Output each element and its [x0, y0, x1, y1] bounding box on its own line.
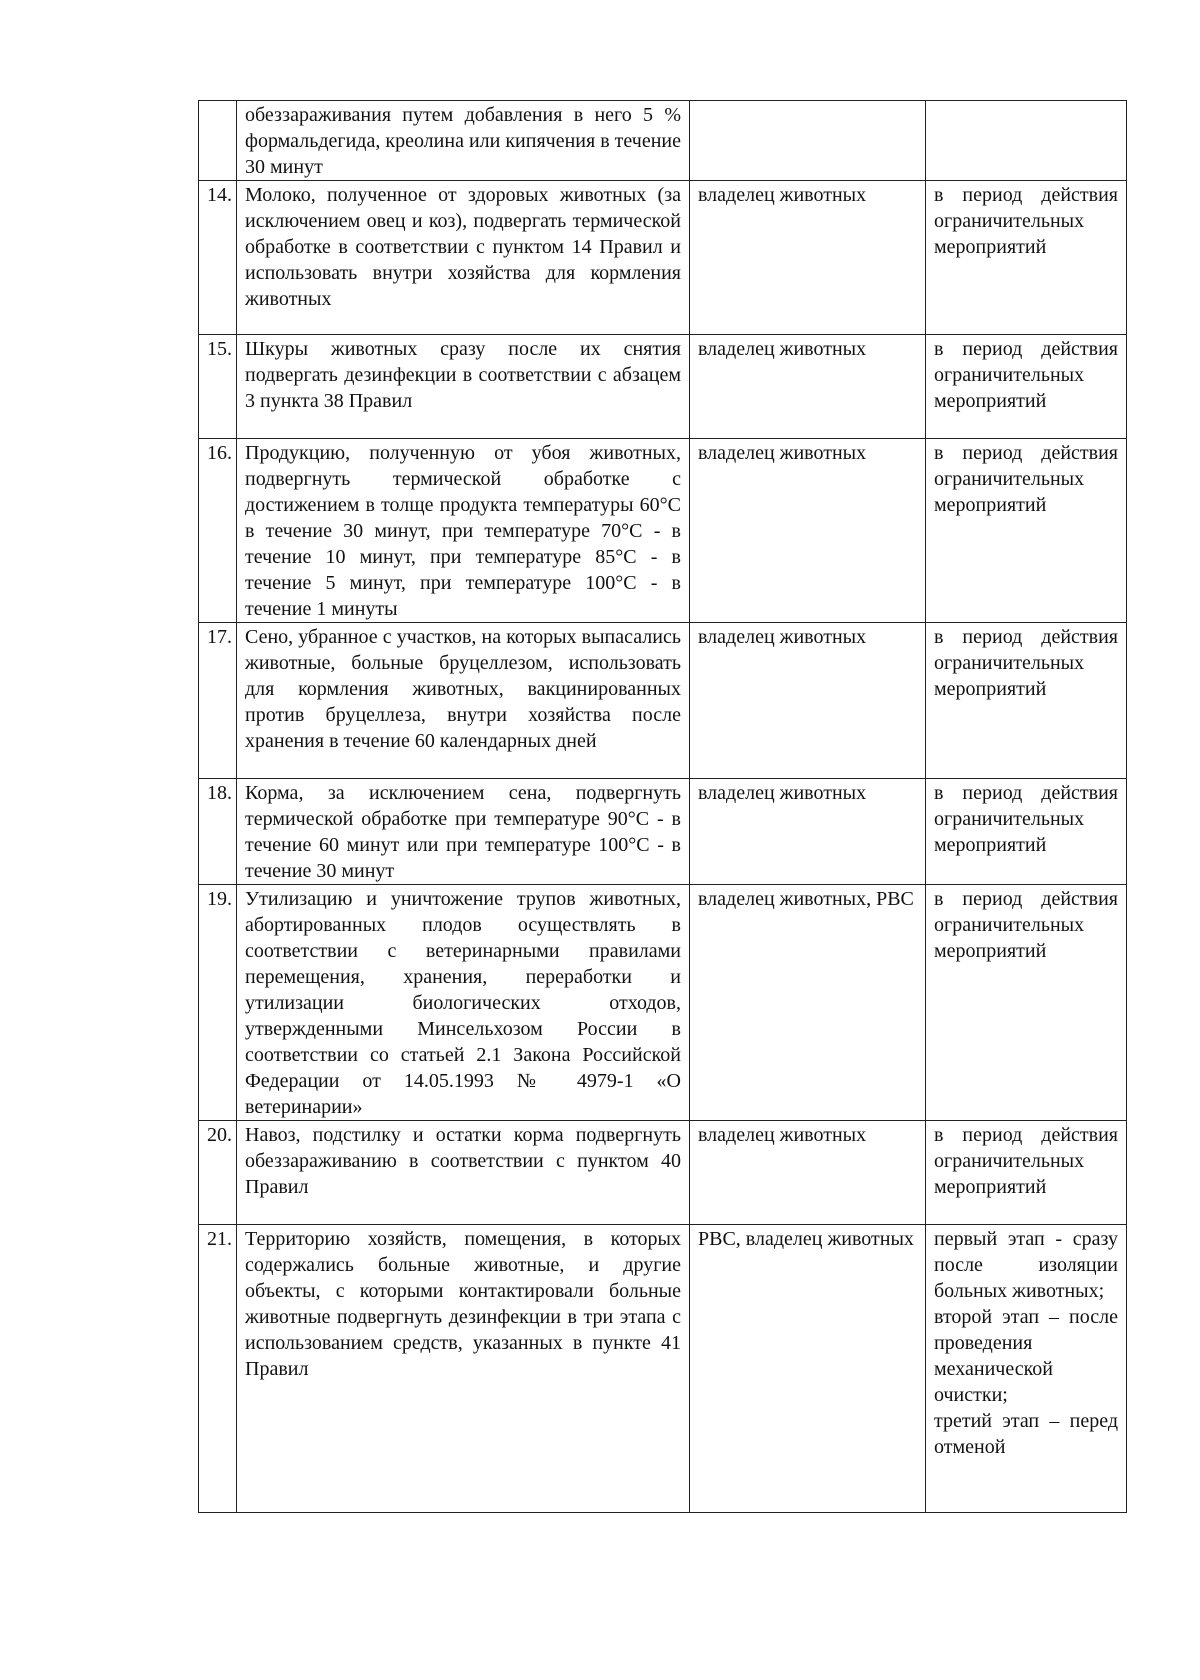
responsible-cell: владелец животных [690, 1121, 926, 1225]
measure-text: Навоз, подстилку и остатки корма подвергнуть обеззараживанию в соответствии с пунктом 40 Правил [237, 1121, 690, 1225]
stage-three-text: третий этап – перед отменой [934, 1410, 1118, 1458]
term-cell: в период действия ограничительных мероприятий [926, 335, 1127, 439]
table-row [199, 779, 1127, 885]
row-number: 21. [199, 1225, 237, 1513]
responsible-cell: владелец животных, РВС [690, 885, 926, 1121]
responsible-cell: владелец животных [690, 439, 926, 623]
table-row [199, 181, 1127, 335]
measure-text: Сено, убранное с участков, на которых выпасались животные, больные бруцеллезом, использовать для кормления животных, вакцинированных против бруцеллеза, внутри хозяйства после хранения в течение 60 календарных дней [237, 623, 690, 779]
term-cell [926, 1225, 1127, 1513]
stage-one-text: первый этап - сразу после изоляции больных животных; [934, 1228, 1118, 1302]
table-row [199, 1225, 1127, 1513]
row-number: 15. [199, 335, 237, 439]
row-number [199, 101, 237, 181]
measure-text: Шкуры животных сразу после их снятия подвергать дезинфекции в соответствии с абзацем 3 пункта 38 Правил [237, 335, 690, 439]
row-number: 17. [199, 623, 237, 779]
term-cell: в период действия ограничительных мероприятий [926, 1121, 1127, 1225]
term-cell: в период действия ограничительных мероприятий [926, 181, 1127, 335]
measure-text: Продукцию, полученную от убоя животных, подвергнуть термической обработке с достижением в толще продукта температуры 60°С в течение 30 минут, при температуре 70°С - в течение 10 минут, при температуре 85°С - в течение 5 минут, при температуре 100°С - в течение 1 минуты [237, 439, 690, 623]
table-row [199, 439, 1127, 623]
measure-text: Корма, за исключением сена, подвергнуть термической обработке при температуре 90°С - в течение 60 минут или при температуре 100°С - в течение 30 минут [237, 779, 690, 885]
responsible-cell: владелец животных [690, 335, 926, 439]
measure-text: Молоко, полученное от здоровых животных (за исключением овец и коз), подвергать термической обработке в соответствии с пунктом 14 Правил и использовать внутри хозяйства для кормления животных [237, 181, 690, 335]
table-row [199, 101, 1127, 181]
table-row [199, 1121, 1127, 1225]
term-cell: в период действия ограничительных мероприятий [926, 439, 1127, 623]
table-row [199, 335, 1127, 439]
row-number: 14. [199, 181, 237, 335]
term-cell: в период действия ограничительных мероприятий [926, 623, 1127, 779]
term-cell: в период действия ограничительных мероприятий [926, 779, 1127, 885]
measure-text: обеззараживания путем добавления в него 5 % формальдегида, креолина или кипячения в течение 30 минут [237, 101, 690, 181]
measure-text: Утилизацию и уничтожение трупов животных, абортированных плодов осуществлять в соответствии с ветеринарными правилами перемещения, хранения, переработки и утилизации биологических отходов, утвержденными Минсельхозом России в соответствии со статьей 2.1 Закона Российской Федерации от 14.05.1993 № 4979-1 «О ветеринарии» [237, 885, 690, 1121]
responsible-cell: владелец животных [690, 779, 926, 885]
responsible-cell: владелец животных [690, 623, 926, 779]
row-number: 20. [199, 1121, 237, 1225]
responsible-cell: РВС, владелец животных [690, 1225, 926, 1513]
row-number: 16. [199, 439, 237, 623]
row-number: 18. [199, 779, 237, 885]
term-cell: в период действия ограничительных мероприятий [926, 885, 1127, 1121]
responsible-cell: владелец животных [690, 181, 926, 335]
measures-table [198, 100, 1127, 1513]
row-number: 19. [199, 885, 237, 1121]
stage-two-text: второй этап – после проведения механической очистки; [934, 1306, 1118, 1406]
table-row [199, 885, 1127, 1121]
term-cell [926, 101, 1127, 181]
responsible-cell [690, 101, 926, 181]
measure-text: Территорию хозяйств, помещения, в которых содержались больные животные, и другие объекты, с которыми контактировали больные животные подвергнуть дезинфекции в три этапа с использованием средств, указанных в пункте 41 Правил [237, 1225, 690, 1513]
table-row [199, 623, 1127, 779]
